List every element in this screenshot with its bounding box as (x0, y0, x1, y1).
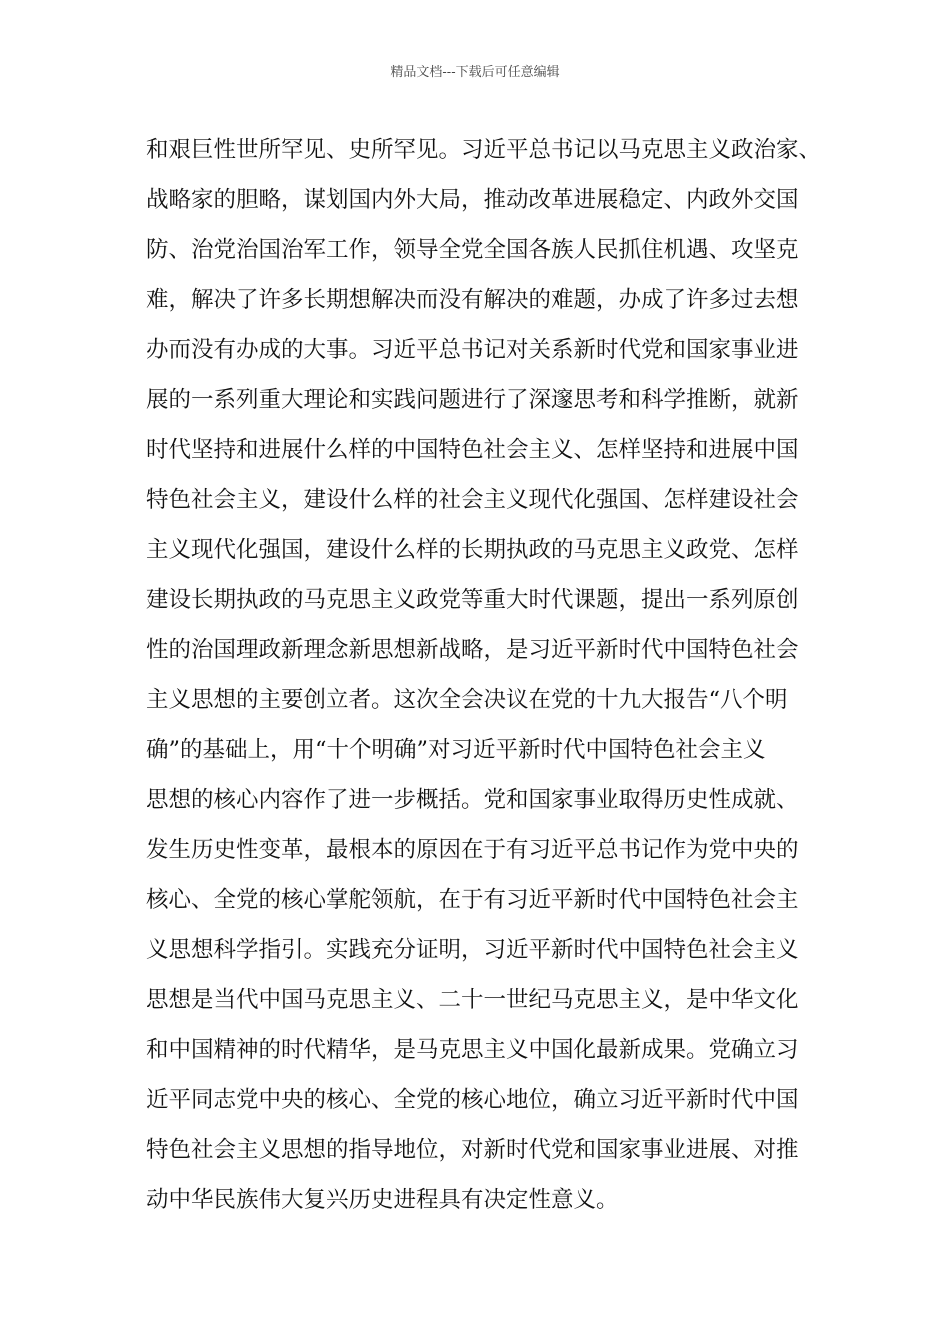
text-line: 确”的基础上，用“十个明确”对习近平新时代中国特色社会主义 (146, 737, 766, 763)
text-line: 主义思想的主要创立者。这次全会决议在党的十九大报告“八个明 (146, 687, 788, 713)
text-line: 难，解决了许多长期想解决而没有解决的难题，办成了许多过去想 (146, 287, 799, 313)
text-line: 时代坚持和进展什么样的中国特色社会主义、怎样坚持和进展中国 (146, 437, 799, 463)
text-line: 近平同志党中央的核心、全党的核心地位，确立习近平新时代中国 (146, 1087, 799, 1113)
page-header: 精品文档---下载后可任意编辑 (390, 65, 560, 80)
body-paragraph (146, 125, 826, 1225)
text-line: 思想是当代中国马克思主义、二十一世纪马克思主义，是中华文化 (146, 987, 799, 1013)
text-line: 主义现代化强国，建设什么样的长期执政的马克思主义政党、怎样 (146, 537, 799, 563)
text-line: 核心、全党的核心掌舵领航，在于有习近平新时代中国特色社会主 (146, 887, 799, 913)
text-line: 战略家的胆略，谋划国内外大局，推动改革进展稳定、内政外交国 (146, 187, 799, 213)
text-line: 性的治国理政新理念新思想新战略，是习近平新时代中国特色社会 (146, 637, 799, 663)
text-line: 办而没有办成的大事。习近平总书记对关系新时代党和国家事业进 (146, 337, 799, 363)
text-line: 特色社会主义思想的指导地位，对新时代党和国家事业进展、对推 (146, 1137, 799, 1163)
text-line: 建设长期执政的马克思主义政党等重大时代课题，提出一系列原创 (146, 587, 799, 613)
text-line: 义思想科学指引。实践充分证明，习近平新时代中国特色社会主义 (146, 937, 799, 963)
text-line: 防、治党治国治军工作，领导全党全国各族人民抓住机遇、攻坚克 (146, 237, 799, 263)
text-line: 展的一系列重大理论和实践问题进行了深邃思考和科学推断，就新 (146, 387, 799, 413)
text-line: 发生历史性变革，最根本的原因在于有习近平总书记作为党中央的 (146, 837, 799, 863)
text-line: 和中国精神的时代精华，是马克思主义中国化最新成果。党确立习 (146, 1037, 799, 1063)
text-line: 特色社会主义，建设什么样的社会主义现代化强国、怎样建设社会 (146, 487, 799, 513)
text-line: 动中华民族伟大复兴历史进程具有决定性意义。 (146, 1187, 619, 1213)
text-line: 和艰巨性世所罕见、史所罕见。习近平总书记以马克思主义政治家、 (146, 137, 822, 163)
text-line: 思想的核心内容作了进一步概括。党和国家事业取得历史性成就、 (146, 787, 799, 813)
